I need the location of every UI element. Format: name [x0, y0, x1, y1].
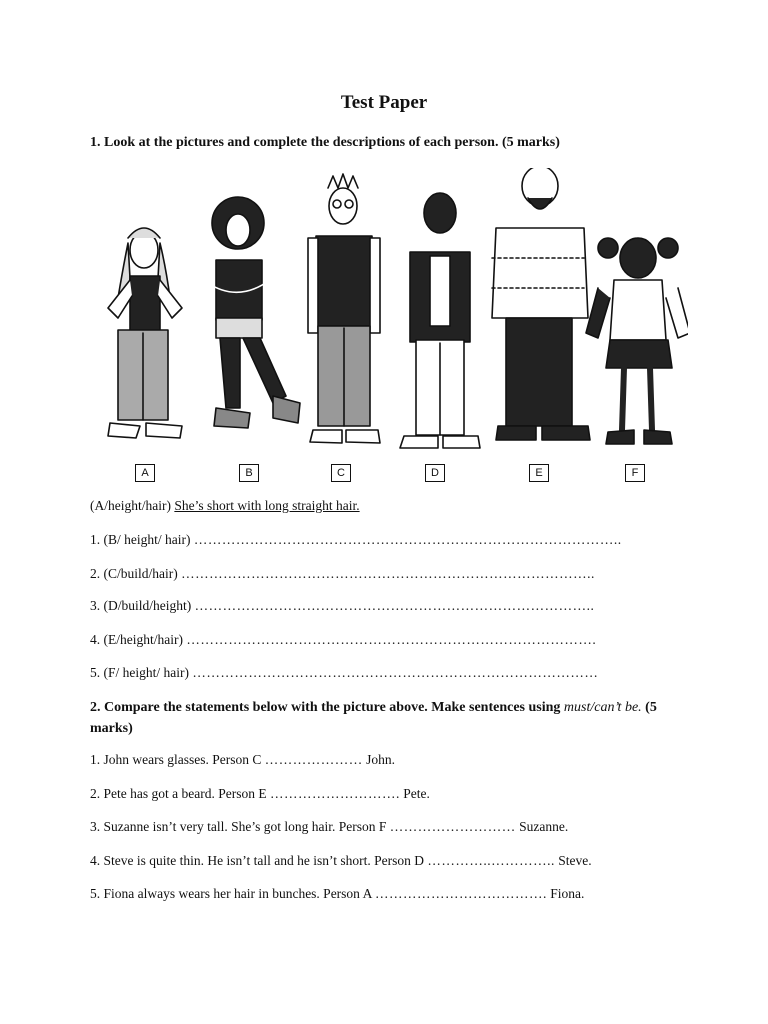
q2-item-end: Pete.: [403, 786, 430, 801]
question-2-heading: [90, 697, 690, 739]
q1-item-2: [90, 566, 595, 582]
example-answer: She’s short with long straight hair.: [174, 498, 360, 513]
q2-item-text: 3. Suzanne isn’t very tall. She’s got long hair. Person F: [90, 819, 387, 834]
q2-item-end: Suzanne.: [519, 819, 569, 834]
q1-item-prompt: 1. (B/ height/ hair): [90, 532, 191, 547]
q2-item-5: [90, 886, 584, 902]
label-c: C: [331, 464, 351, 482]
example-line: [90, 498, 360, 514]
q1-item-3: [90, 598, 594, 614]
page-title: Test Paper: [340, 92, 428, 113]
answer-blank[interactable]: ………………………………………………………………………………..: [193, 532, 622, 547]
q2-item-text: 4. Steve is quite thin. He isn’t tall and he isn’t short. Person D: [90, 853, 424, 868]
answer-blank[interactable]: …………………………………………………………………………….: [186, 632, 597, 647]
example-prompt: (A/height/hair): [90, 498, 171, 513]
answer-blank[interactable]: ……………………………………………………………………………: [192, 665, 599, 680]
q2-item-1: [90, 752, 395, 768]
q2-item-4: [90, 853, 592, 869]
q1-item-prompt: 4. (E/height/hair): [90, 632, 183, 647]
q2-item-end: John.: [366, 752, 396, 767]
q1-item-prompt: 5. (F/ height/ hair): [90, 665, 189, 680]
q2-item-2: [90, 786, 430, 802]
label-a: A: [135, 464, 155, 482]
answer-blank[interactable]: ………………………: [389, 819, 516, 834]
people-illustration: [88, 168, 688, 488]
question-1-heading: 1. Look at the pictures and complete the descriptions of each person. (5 marks): [90, 135, 560, 150]
person-e-figure: [492, 168, 590, 440]
answer-blank[interactable]: …………………………………………………………………………..: [194, 598, 595, 613]
q2-item-text: 5. Fiona always wears her hair in bunches. Person A: [90, 886, 372, 901]
q2-item-3: [90, 819, 568, 835]
q2-item-end: Fiona.: [550, 886, 585, 901]
answer-blank[interactable]: ……………………………….: [374, 886, 547, 901]
answer-blank[interactable]: ……………………………………………………………………………..: [181, 566, 595, 581]
q2-heading-text: 2. Compare the statements below with the picture above. Make sentences using: [90, 700, 561, 715]
q2-item-text: 2. Pete has got a beard. Person E: [90, 786, 267, 801]
person-b-figure: [208, 197, 300, 428]
answer-blank[interactable]: …………..…………..: [427, 853, 555, 868]
q2-heading-emphasis: must/can’t: [563, 700, 622, 715]
answer-blank[interactable]: ……………………….: [269, 786, 400, 801]
answer-blank[interactable]: …………………: [264, 752, 363, 767]
label-b: B: [239, 464, 259, 482]
label-d: D: [425, 464, 445, 482]
person-c-figure: [308, 174, 380, 443]
q1-item-prompt: 3. (D/build/height): [90, 598, 192, 613]
q2-heading-marks: (5 marks): [90, 700, 657, 736]
q2-item-end: Steve.: [558, 853, 592, 868]
q1-item-4: [90, 632, 596, 648]
people-drawing: [88, 168, 688, 468]
q1-item-prompt: 2. (C/build/hair): [90, 566, 178, 581]
person-a-figure: [108, 228, 182, 438]
q2-heading-emphasis-2: be.: [624, 700, 642, 715]
label-e: E: [529, 464, 549, 482]
q2-item-text: 1. John wears glasses. Person C: [90, 752, 262, 767]
person-d-figure: [400, 193, 480, 448]
label-f: F: [625, 464, 645, 482]
person-f-figure: [586, 238, 688, 444]
q1-item-1: [90, 532, 622, 548]
q1-item-5: [90, 665, 598, 681]
